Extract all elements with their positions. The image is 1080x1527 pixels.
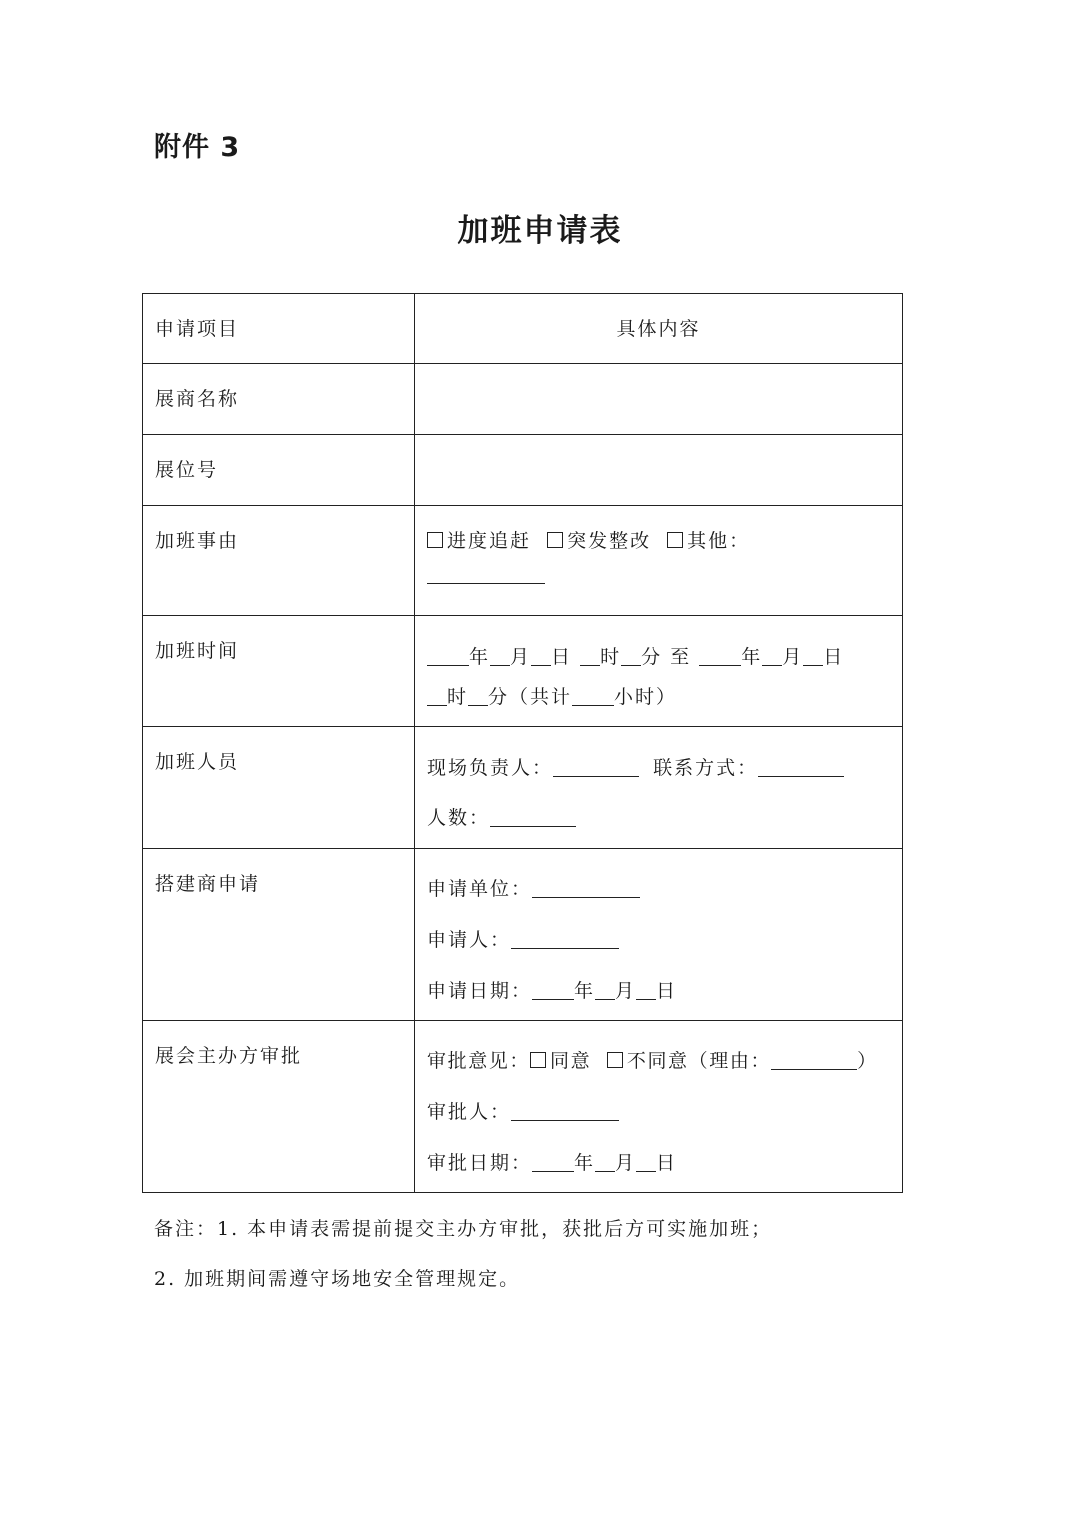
organizer-approval-label: 展会主办方审批 <box>155 1045 303 1067</box>
attachment-number: 附件 3 <box>154 132 241 163</box>
exhibitor-name-field[interactable] <box>415 364 903 435</box>
builder-applicant-line: 申请人： <box>415 927 902 953</box>
option-other: 其他： <box>687 530 751 552</box>
approve-day-blank[interactable] <box>636 1152 656 1172</box>
col-header-item: 申请项目 <box>155 318 240 340</box>
builder-date-line: 申请日期： 年 月 日 <box>427 980 678 1002</box>
end-month-blank[interactable] <box>762 646 782 666</box>
end-hour-blank[interactable] <box>427 686 447 706</box>
applicant-unit-blank[interactable] <box>532 878 640 898</box>
approval-opinion-line: 审批意见： 同意 不同意（理由： ） <box>427 1050 878 1072</box>
option-progress-catchup: 进度追赶 <box>447 530 532 552</box>
builder-unit-line: 申请单位： <box>415 876 902 902</box>
approve-month-blank[interactable] <box>595 1152 615 1172</box>
exhibitor-name-label: 展商名称 <box>155 388 240 410</box>
col-header-content: 具体内容 <box>616 318 701 340</box>
booth-number-label: 展位号 <box>155 459 219 481</box>
row-overtime-time <box>143 616 903 727</box>
approve-year-blank[interactable] <box>532 1152 574 1172</box>
header-cell-content <box>415 294 903 364</box>
start-year-blank[interactable] <box>427 646 469 666</box>
checkbox-urgent-rectification[interactable] <box>547 532 563 548</box>
booth-number-field[interactable] <box>415 435 903 506</box>
option-urgent-rectification: 突发整改 <box>567 530 652 552</box>
header-cell-item <box>143 294 415 364</box>
checkbox-progress-catchup[interactable] <box>427 532 443 548</box>
row-overtime-staff <box>143 727 903 849</box>
other-reason-blank[interactable] <box>427 564 545 584</box>
apply-year-blank[interactable] <box>532 980 574 1000</box>
table-header-row <box>143 294 903 364</box>
overtime-staff-label: 加班人员 <box>155 751 240 773</box>
note-line-1: 备注：1. 本申请表需提前提交主办方审批，获批后方可实施加班； <box>154 1218 773 1240</box>
start-month-blank[interactable] <box>490 646 510 666</box>
apply-day-blank[interactable] <box>636 980 656 1000</box>
approval-date-line: 审批日期： 年 月 日 <box>427 1152 678 1174</box>
row-booth-number <box>143 435 903 506</box>
apply-month-blank[interactable] <box>595 980 615 1000</box>
end-year-blank[interactable] <box>699 646 741 666</box>
builder-application-label: 搭建商申请 <box>155 873 261 895</box>
form-title: 加班申请表 <box>457 213 623 249</box>
total-hours-blank[interactable] <box>572 686 614 706</box>
checkbox-agree[interactable] <box>530 1052 546 1068</box>
reason-options-line <box>415 528 902 554</box>
start-hour-blank[interactable] <box>580 646 600 666</box>
start-day-blank[interactable] <box>531 646 551 666</box>
disagree-reason-blank[interactable] <box>771 1050 857 1070</box>
headcount-blank[interactable] <box>490 807 576 827</box>
row-overtime-reason <box>143 506 903 616</box>
staff-contact-line: 现场负责人： 联系方式： <box>415 755 902 781</box>
onsite-lead-blank[interactable] <box>553 757 639 777</box>
time-total-line: 时 分（共计 小时） <box>415 684 902 710</box>
checkbox-other[interactable] <box>667 532 683 548</box>
overtime-reason-label: 加班事由 <box>155 530 240 552</box>
overtime-application-table <box>142 293 903 1193</box>
headcount-line: 人数： <box>415 805 902 831</box>
time-range-line: 年 月 日 时 分 至 年 月 日 <box>415 644 902 670</box>
approver-blank[interactable] <box>511 1101 619 1121</box>
overtime-time-label: 加班时间 <box>155 640 240 662</box>
applicant-name-blank[interactable] <box>511 929 619 949</box>
approver-line: 审批人： <box>415 1099 902 1125</box>
row-organizer-approval <box>143 1021 903 1193</box>
contact-blank[interactable] <box>758 757 844 777</box>
start-minute-blank[interactable] <box>621 646 641 666</box>
row-builder-application <box>143 849 903 1021</box>
row-exhibitor-name <box>143 364 903 435</box>
checkbox-disagree[interactable] <box>607 1052 623 1068</box>
end-minute-blank[interactable] <box>468 686 488 706</box>
end-day-blank[interactable] <box>803 646 823 666</box>
note-line-2: 2. 加班期间需遵守场地安全管理规定。 <box>154 1268 521 1290</box>
